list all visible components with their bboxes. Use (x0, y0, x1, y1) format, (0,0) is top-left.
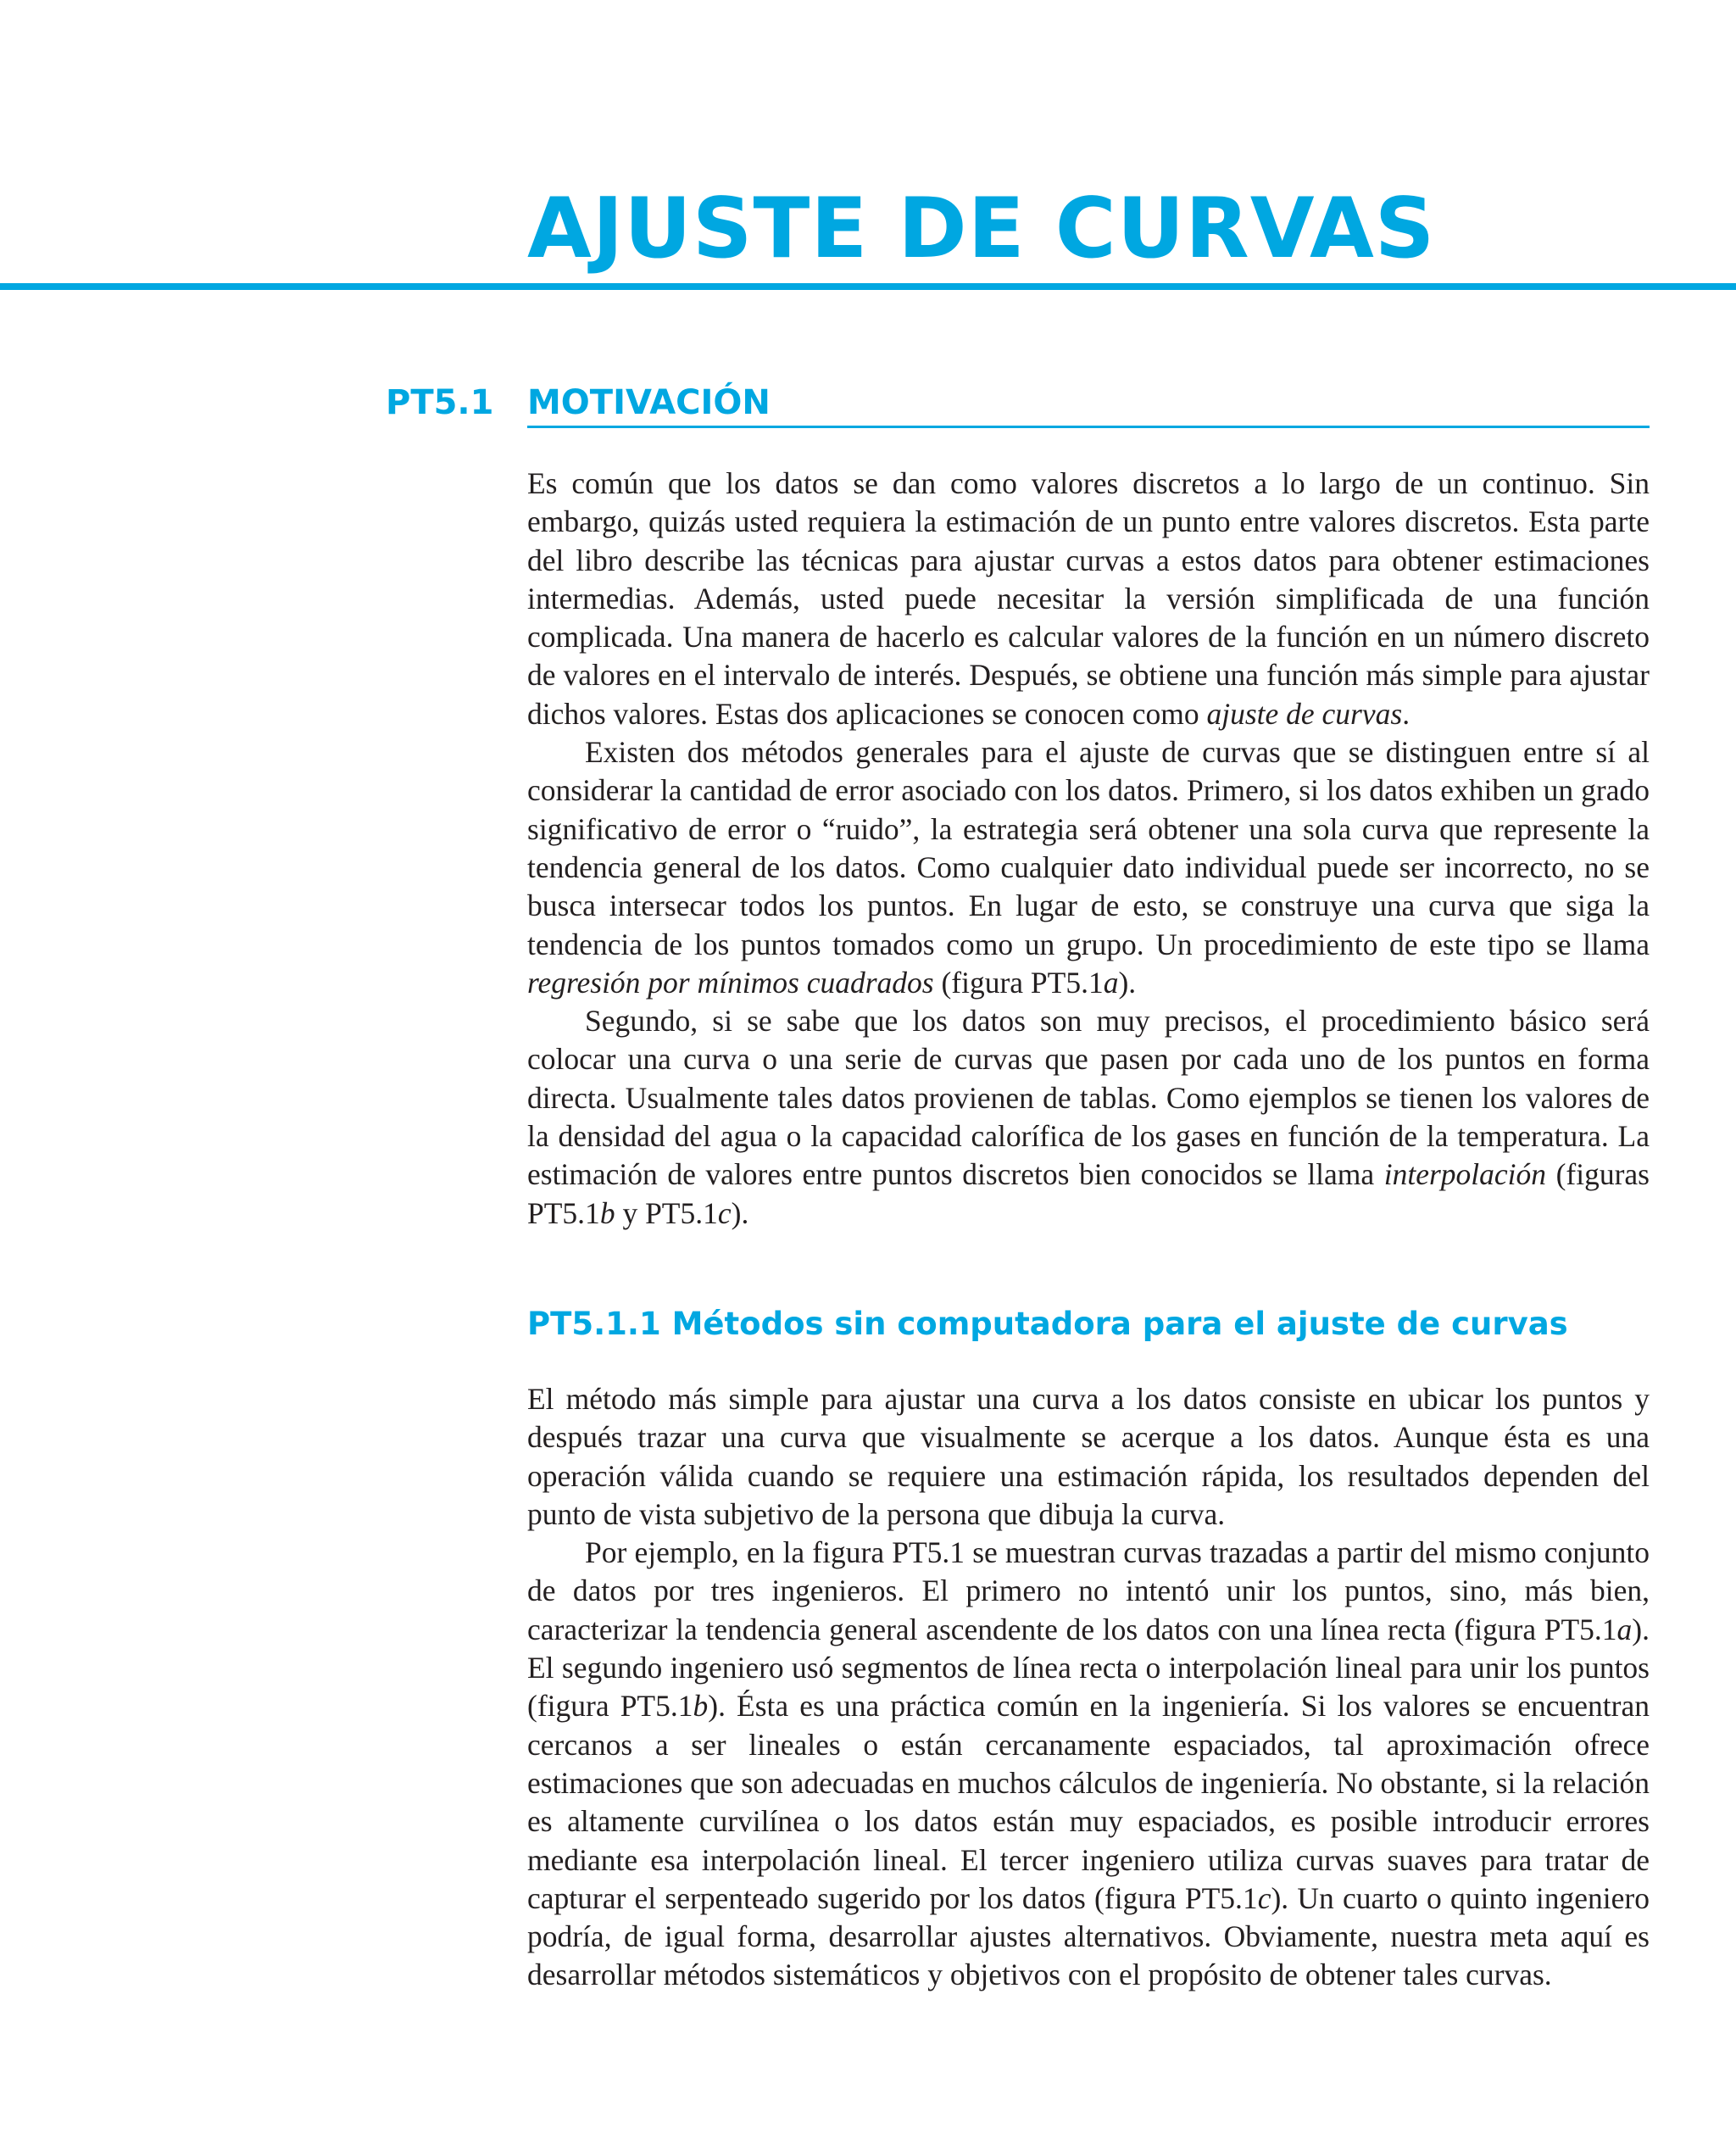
paragraph-text: ). (1118, 965, 1137, 1000)
part-title: AJUSTE DE CURVAS (527, 181, 1436, 277)
paragraph-text: Existen dos métodos generales para el ajuste de curvas que se distinguen entre sí al considerar la cantidad de error asociado con los datos. Primero, si los datos exhiben un grado significativo de error o “ruido”, la estrategia será obtener una sola curva que represente la tendencia general de los datos. Como cualquier dato individual puede ser incorrecto, no se busca intersecar todos los puntos. En lugar de esto, se construye una curva que siga la tendencia de los puntos tomados como un grupo. Un procedimiento de este tipo se llama (527, 735, 1650, 961)
emphasis-term: ajuste de curvas (1206, 696, 1403, 731)
paragraph-text: (figura PT5.1 (933, 965, 1104, 1000)
title-rule (0, 283, 1736, 290)
section-number: PT5.1 (386, 383, 494, 422)
paragraph-text: ). El segundo ingeniero usó segmentos de línea recta o interpolación lineal para unir los puntos (figura PT5.1 (527, 1612, 1650, 1724)
paragraph-visual-method (527, 1380, 1650, 1534)
paragraph-intro (527, 465, 1650, 733)
paragraph-interpolation (527, 1002, 1650, 1233)
motivation-body (527, 465, 1650, 1233)
paragraph-regression (527, 733, 1650, 1002)
paragraph-text: ). (731, 1195, 749, 1230)
figure-letter: b (693, 1689, 709, 1724)
paragraph-text: Es común que los datos se dan como valores discretos a lo largo de un continuo. Sin embargo, quizás usted requiera la estimación de un punto entre valores discretos. Esta parte del libro describe las técnicas para ajustar curvas a estos datos para obtener estimaciones intermedias. Además, usted puede necesitar la versión simplificada de una función complicada. Una manera de hacerlo es calcular valores de la función en un número discreto de valores en el intervalo de interés. Después, se obtiene una función más simple para ajustar dichos valores. Estas dos aplicaciones se conocen como (527, 466, 1650, 731)
figure-letter: a (1103, 965, 1119, 1000)
subsection-title: PT5.1.1 Métodos sin computadora para el ajuste de curvas (527, 1306, 1568, 1342)
figure-letter: b (599, 1195, 615, 1230)
paragraph-text: Por ejemplo, en la figura PT5.1 se muestran curvas trazadas a partir del mismo conjunto de datos por tres ingenieros. El primero no intentó unir los puntos, sino, más bien, caracterizar la tendencia general ascendente de los datos con una línea recta (figura PT5.1 (527, 1535, 1650, 1646)
paragraph-text: ). Ésta es una práctica común en la ingeniería. Si los valores se encuentran cercanos a ser lineales o están cercanamente espaciados, tal aproximación ofrece estimaciones que son adecuadas en muchos cálculos de ingeniería. No obstante, si la relación es altamente curvilínea o los datos están muy espaciados, es posible introducir errores mediante esa interpolación lineal. El tercer ingeniero utiliza curvas suaves para tratar de capturar el serpenteado sugerido por los datos (figura PT5.1 (527, 1689, 1650, 1915)
paragraph-text: El método más simple para ajustar una curva a los datos consiste en ubicar los puntos y después trazar una curva que visualmente se acerque a los datos. Aunque ésta es una operación válida cuando se requiere una estimación rápida, los resultados dependen del punto de vista subjetivo de la persona que dibuja la curva. (527, 1382, 1650, 1531)
emphasis-term: regresión por mínimos cuadrados (527, 965, 934, 1000)
figure-letter: c (1257, 1880, 1271, 1915)
methods-body (527, 1380, 1650, 1995)
section-rule (527, 426, 1650, 428)
section-title: MOTIVACIÓN (527, 383, 771, 422)
paragraph-text: . (1402, 696, 1410, 731)
paragraph-engineers-example (527, 1534, 1650, 1995)
paragraph-text: y PT5.1 (615, 1195, 718, 1230)
paragraph-text: (figuras PT5.1 (527, 1157, 1650, 1230)
figure-letter: a (1616, 1612, 1633, 1646)
figure-letter: c (717, 1195, 732, 1230)
emphasis-term: interpolación (1383, 1157, 1547, 1192)
paragraph-text: ). Un cuarto o quinto ingeniero podría, de igual forma, desarrollar ajustes alternativos. Obviamente, nuestra meta aquí es desarrollar métodos sistemáticos y objetivos con el propósito de obtener tales curvas. (527, 1880, 1650, 1992)
paragraph-text: Segundo, si se sabe que los datos son muy precisos, el procedimiento básico será colocar una curva o una serie de curvas que pasen por cada uno de los puntos en forma directa. Usualmente tales datos provienen de tablas. Como ejemplos se tienen los valores de la densidad del agua o la capacidad calorífica de los gases en función de la temperatura. La estimación de valores entre puntos discretos bien conocidos se llama (527, 1004, 1650, 1192)
